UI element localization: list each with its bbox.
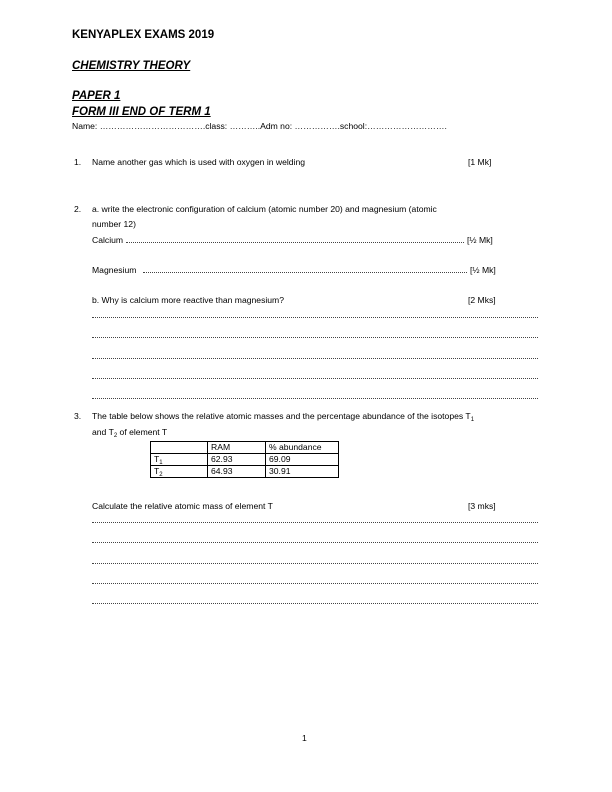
- table-header-cell: % abundance: [266, 442, 339, 454]
- subject-title: CHEMISTRY THEORY: [72, 60, 191, 72]
- student-details-line: Name: ……………………………….class: ………..Adm no: …………….school:……………………….: [72, 121, 447, 131]
- calcium-marks: [½ Mk]: [467, 235, 493, 245]
- paper-title: PAPER 1: [72, 90, 121, 102]
- question-3-text-line1: The table below shows the relative atomic masses and the percentage abundance of the isotopes $T_1$: [92, 411, 475, 423]
- form-title: FORM III END OF TERM 1: [72, 106, 211, 118]
- answer-line[interactable]: [92, 378, 538, 379]
- question-3-number: 3.: [74, 411, 82, 421]
- abundance-cell: 69.09: [266, 454, 339, 466]
- answer-line[interactable]: [92, 542, 538, 543]
- page-number: 1: [302, 733, 307, 743]
- question-2a-text-line1: a. write the electronic configuration of calcium (atomic number 20) and magnesium (atomic: [92, 204, 437, 214]
- question-2b-marks: [2 Mks]: [468, 295, 496, 305]
- magnesium-marks: [½ Mk]: [470, 265, 496, 275]
- answer-line[interactable]: [92, 603, 538, 604]
- answer-line[interactable]: [92, 563, 538, 564]
- answer-line[interactable]: [92, 583, 538, 584]
- answer-line[interactable]: [92, 317, 538, 318]
- table-header-cell: [151, 442, 208, 454]
- answer-line[interactable]: [92, 398, 538, 399]
- ram-cell: 64.93: [208, 466, 266, 478]
- abundance-cell: 30.91: [266, 466, 339, 478]
- question-3-text-line2: and $T_2$ of element T: [92, 427, 168, 439]
- question-3-calc-text: Calculate the relative atomic mass of element T: [92, 501, 273, 511]
- question-2-number: 2.: [74, 204, 82, 214]
- answer-line[interactable]: [92, 358, 538, 359]
- table-header-row: [151, 442, 339, 454]
- table-row: [151, 454, 339, 466]
- isotope-cell: $T_1$: [151, 454, 208, 466]
- calcium-label: Calcium: [92, 235, 124, 245]
- table-header-cell: RAM: [208, 442, 266, 454]
- answer-line[interactable]: [92, 522, 538, 523]
- calcium-answer-line[interactable]: [126, 242, 464, 243]
- ram-cell: 62.93: [208, 454, 266, 466]
- question-2b-text: b. Why is calcium more reactive than magnesium?: [92, 295, 284, 305]
- question-1-number: 1.: [74, 157, 82, 167]
- magnesium-answer-line[interactable]: [143, 272, 467, 273]
- isotope-table: [150, 441, 339, 478]
- question-2a-text-line2: number 12): [92, 219, 136, 229]
- question-1-text: Name another gas which is used with oxygen in welding: [92, 157, 306, 167]
- question-3-marks: [3 mks]: [468, 501, 496, 511]
- table-row: [151, 466, 339, 478]
- magnesium-label: Magnesium: [92, 265, 137, 275]
- question-1-marks: [1 Mk]: [468, 157, 492, 167]
- exam-title: KENYAPLEX EXAMS 2019: [72, 29, 215, 41]
- answer-line[interactable]: [92, 337, 538, 338]
- isotope-cell: $T_2$: [151, 466, 208, 478]
